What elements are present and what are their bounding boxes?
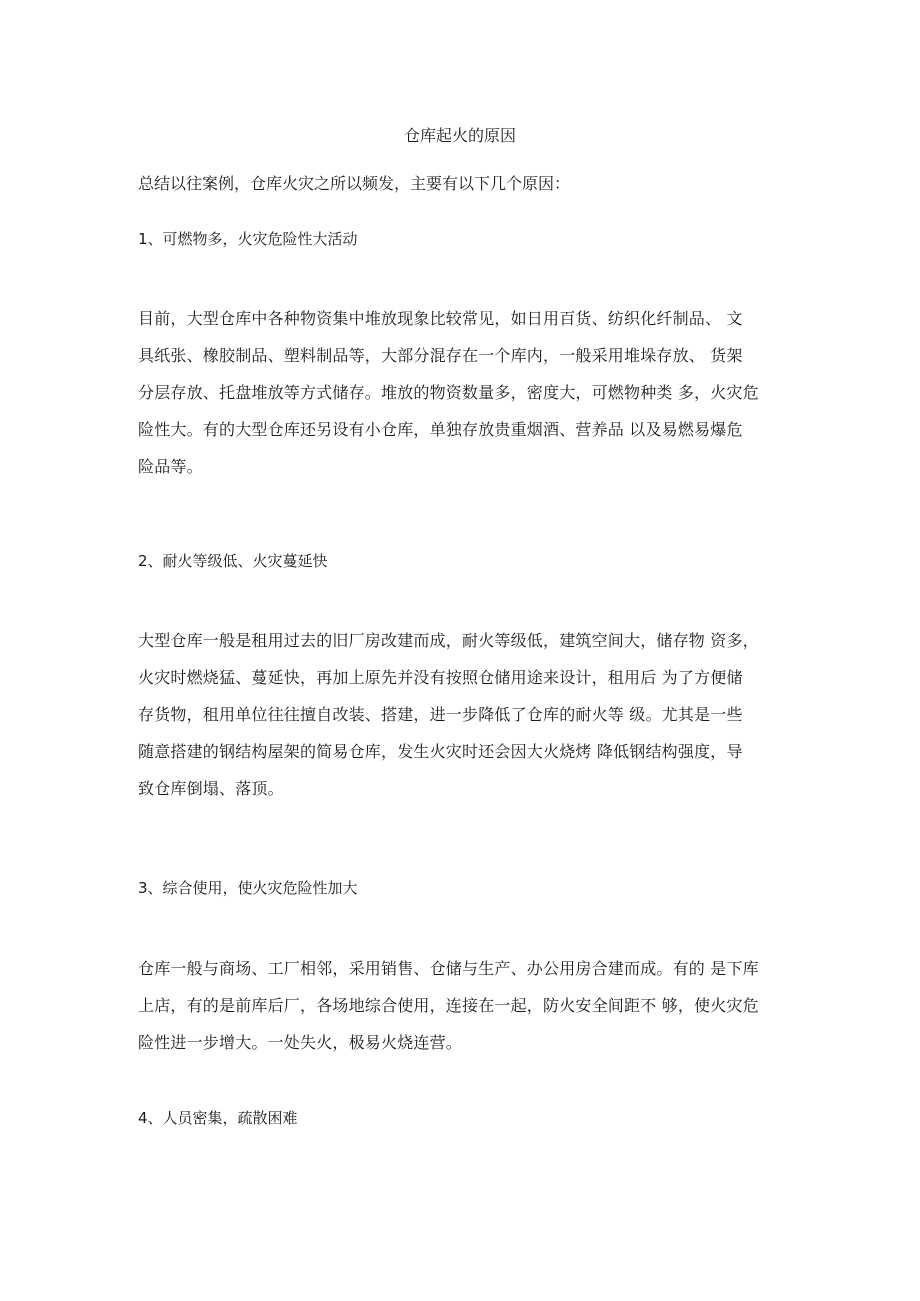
intro-paragraph: 总结以往案例，仓库火灾之所以频发，主要有以下几个原因：	[138, 174, 571, 193]
paragraph-line: 火灾时燃烧猛、蔓延快，再加上原先并没有按照仓储用途来设计，租用后 为了方便储	[138, 668, 743, 687]
paragraph-line: 大型仓库一般是租用过去的旧厂房改建而成，耐火等级低，建筑空间大，储存物 资多，	[138, 631, 759, 650]
section-4-heading: 4、人员密集，疏散困难	[138, 1109, 298, 1127]
section-1-heading: 1、可燃物多，火灾危险性大活动	[138, 230, 358, 248]
paragraph-line: 仓库一般与商场、工厂相邻，采用销售、仓储与生产、办公用房合建而成。有的 是下库	[138, 959, 759, 978]
section-3-paragraph	[138, 950, 788, 1061]
paragraph-line: 险品等。	[138, 457, 203, 476]
paragraph-line: 险性进一步增大。一处失火，极易火烧连营。	[138, 1033, 463, 1052]
section-2-heading: 2、耐火等级低、火灾蔓延快	[138, 552, 328, 570]
section-3-heading: 3、综合使用，使火灾危险性加大	[138, 879, 358, 897]
paragraph-line: 致仓库倒塌、落顶。	[138, 779, 284, 798]
paragraph-line: 随意搭建的钢结构屋架的简易仓库，发生火灾时还会因大火烧烤 降低钢结构强度，导	[138, 742, 743, 761]
paragraph-line: 险性大。有的大型仓库还另设有小仓库，单独存放贵重烟酒、营养品 以及易燃易爆危	[138, 420, 743, 439]
paragraph-line: 分层存放、托盘堆放等方式储存。堆放的物资数量多，密度大，可燃物种类 多，火灾危	[138, 383, 759, 402]
section-2-paragraph	[138, 622, 788, 807]
paragraph-line: 存货物，租用单位往往擅自改装、搭建，进一步降低了仓库的耐火等 级。尤其是一些	[138, 705, 743, 724]
section-1-paragraph	[138, 300, 788, 485]
paragraph-line: 目前，大型仓库中各种物资集中堆放现象比较常见，如日用百货、纺织化纤制品、 文	[138, 309, 743, 328]
document-title: 仓库起火的原因	[403, 126, 516, 145]
paragraph-line: 上店，有的是前库后厂，各场地综合使用，连接在一起，防火安全间距不 够，使火灾危	[138, 996, 759, 1015]
paragraph-line: 具纸张、橡胶制品、塑料制品等，大部分混存在一个库内，一般采用堆垛存放、 货架	[138, 346, 743, 365]
